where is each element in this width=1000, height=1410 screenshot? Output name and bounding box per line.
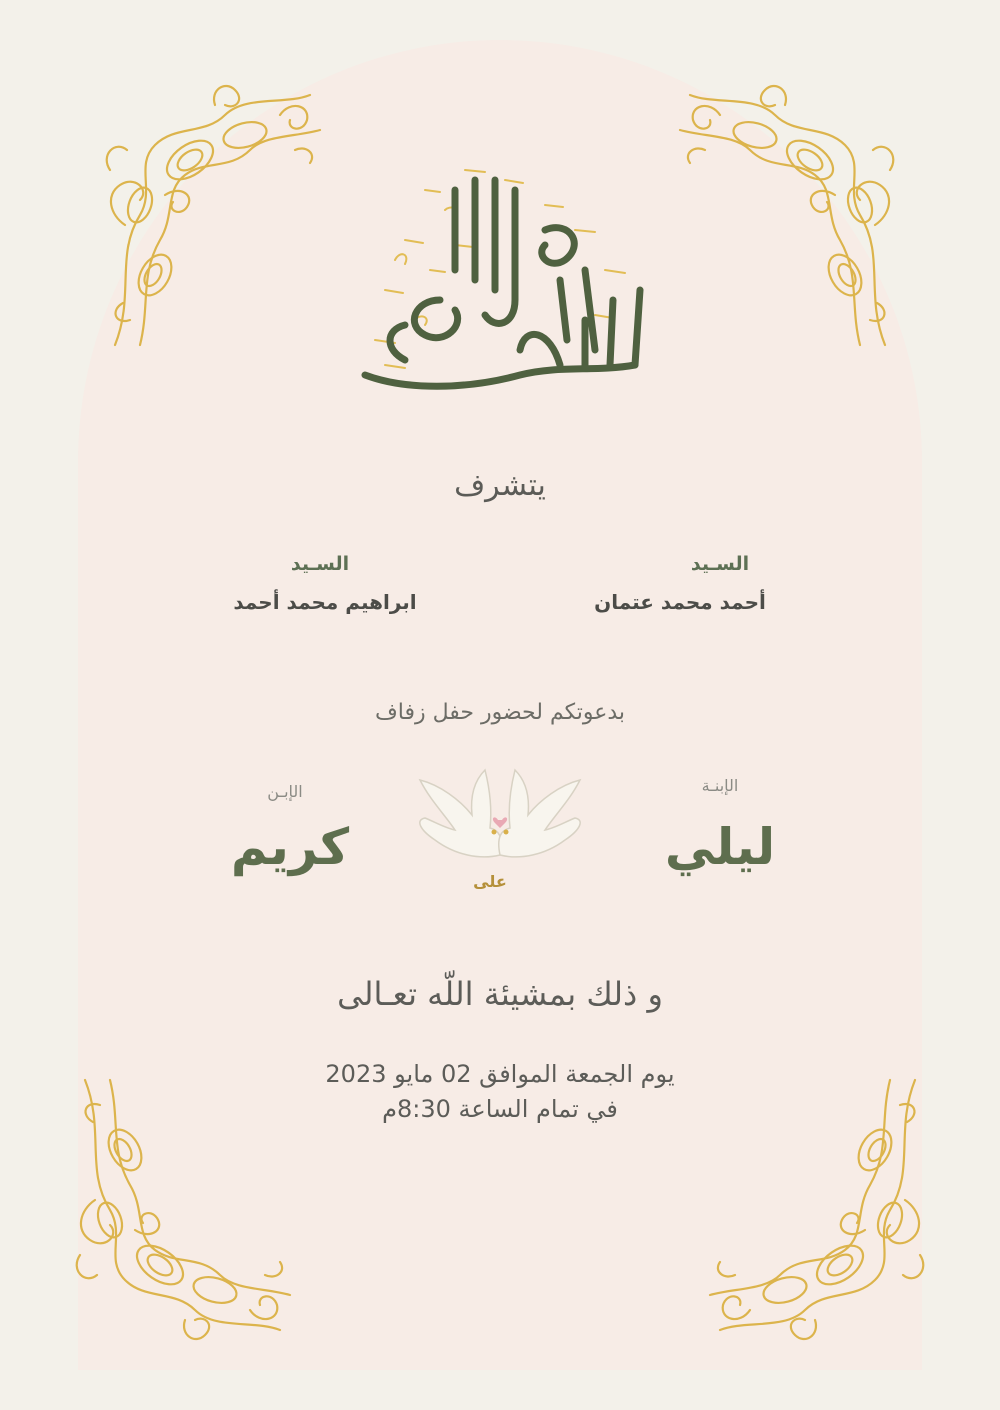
bride-relation: الإبنـة: [701, 776, 739, 795]
kissing-doves-icon: [400, 760, 600, 890]
first-guardian-name: أحمد محمد عتمان: [594, 590, 766, 614]
gold-floral-ornament-top-left: [95, 75, 325, 365]
second-guardian-title: السـيد: [290, 553, 350, 575]
blessing-text: و ذلك بمشيئة اللّه تعـالى: [337, 975, 663, 1013]
gold-floral-ornament-top-right: [675, 75, 905, 365]
event-time: في تمام الساعة 8:30م: [382, 1095, 618, 1123]
bride-name: ليلي: [664, 818, 776, 876]
connector-text: على: [473, 872, 507, 891]
groom-name: كريم: [230, 818, 350, 876]
first-guardian-title: السـيد: [690, 553, 750, 575]
event-date: يوم الجمعة الموافق 02 مايو 2023: [325, 1060, 675, 1088]
basmala-calligraphy: [345, 150, 655, 410]
honor-heading: يتشرف: [454, 468, 546, 503]
second-guardian-name: ابراهيم محمد أحمد: [233, 590, 417, 614]
groom-relation: الإبـن: [267, 782, 303, 801]
invitation-text: بدعوتكم لحضور حفل زفاف: [374, 700, 626, 725]
